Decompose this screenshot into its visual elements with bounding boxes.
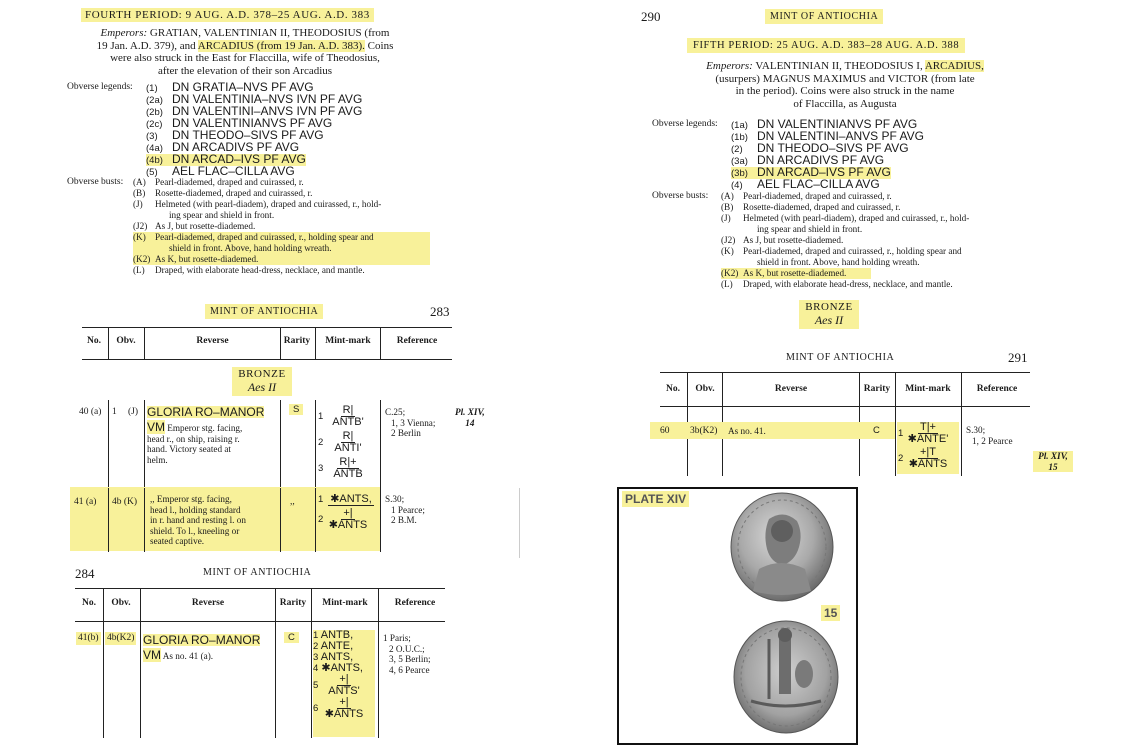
plate-ref-14: Pl. XIV, 14 <box>455 407 485 428</box>
legend-row: (4a) DN ARCADIVS PF AVG <box>146 140 300 154</box>
legend-row: (5) AEL FLAC–CILLA AVG <box>146 164 295 178</box>
left-obverse-legends <box>146 82 362 178</box>
col-header-reference: Reference <box>976 384 1018 394</box>
col-rule <box>280 400 281 490</box>
legend-row-highlighted: (4b) DN ARCAD–IVS PF AVG <box>146 152 306 166</box>
gloria-legend: GLORIA RO–MANOR <box>143 633 261 647</box>
table-rule <box>660 372 1030 373</box>
col-header-obv: Obv. <box>695 384 715 394</box>
bust-row-cont: shield in front. Above, hand holding wreath. <box>757 257 920 267</box>
col-header-reference: Reference <box>394 598 436 608</box>
col-header-mintmark: Mint-mark <box>322 598 368 608</box>
bust-row: (K2) As K, but rosette-diademed. <box>133 254 259 264</box>
col-rule <box>144 327 145 359</box>
row40-reverse: GLORIA RO–MANOR VM Emperor stg. facing, head r., on ship, raising r. hand. Victory seated at helm. <box>147 405 265 465</box>
row41b-no: 41(b) <box>78 633 99 643</box>
mintmark: 1 ✱ANTS, <box>318 493 372 505</box>
row40-no: 40 (a) <box>79 407 102 417</box>
col-header-obv: Obv. <box>111 598 131 608</box>
row60-reverse: As no. 41. <box>728 426 766 436</box>
col-rule <box>140 588 141 738</box>
col-rule <box>103 588 104 738</box>
right-running-head: MINT OF ANTIOCHIA <box>765 9 883 24</box>
row41a-rarity: ,, <box>290 497 295 507</box>
left-obverse-busts <box>133 177 433 276</box>
legend-row: (2c) DN VALENTINIANVS PF AVG <box>146 116 333 130</box>
bust-row: (A) Pearl-diademed, draped and cuirassed, r. <box>721 191 892 201</box>
row41b-rarity: C <box>284 632 299 643</box>
left-period-heading: FOURTH PERIOD: 9 AUG. A.D. 378–25 AUG. A.D. 383 <box>75 8 380 22</box>
col-header-reverse: Reverse <box>196 336 229 346</box>
row40-mintmarks <box>318 405 378 480</box>
legend-row: (2b) DN VALENTINI–ANVS IVN PF AVG <box>146 104 363 118</box>
row60-references: S.30; 1, 2 Pearce <box>966 425 1013 446</box>
bust-row-cont: ing spear and shield in front. <box>169 210 275 220</box>
bust-highlight-block <box>133 232 430 265</box>
mintmark: 3 ANTS, <box>313 651 354 663</box>
row41a-reverse: ,, Emperor stg. facing, head l., holding standard in r. hand and resting l. on shield. To l., kneeling or seated captive. <box>150 494 246 546</box>
mintmark: 1 T|+ ✱ANTE' <box>898 421 949 445</box>
bust-row: (J) Helmeted (with pearl-diadem), draped and cuirassed, r., hold- <box>133 199 382 209</box>
row60-highlight <box>650 422 895 439</box>
row41a-obv: 4b (K) <box>112 497 138 507</box>
col-header-reverse: Reverse <box>774 384 808 394</box>
col-header-rarity: Rarity <box>863 384 891 394</box>
plate-coin-number: 15 <box>821 605 840 621</box>
right-obverse-legends <box>731 119 924 191</box>
right-period-heading: FIFTH PERIOD: 25 AUG. A.D. 383–28 AUG. A.D. 388 <box>687 38 965 53</box>
left-obverse-busts-label: Obverse busts: <box>67 177 124 187</box>
row40-obv-legend: 1 <box>112 407 117 417</box>
row41b-obv: 4b(K2) <box>107 633 135 643</box>
right-obverse-legends-label: Obverse legends: <box>652 119 718 129</box>
right-emperors-block: Emperors: VALENTINIAN II, THEODOSIUS I, ARCADIUS, (usurpers) MAGNUS MAXIMUS and VICTOR (from late in the period). Coins were also struck in the name of Flaccilla, as Augusta <box>706 60 984 110</box>
row40-references: C.25; 1, 3 Vienna; 2 Berlin <box>385 407 436 438</box>
right-obverse-busts-label: Obverse busts: <box>652 191 709 201</box>
col-header-mintmark: Mint-mark <box>905 384 951 394</box>
row41a-no: 41 (a) <box>74 497 97 507</box>
col-rule <box>380 488 381 552</box>
col-header-no: No. <box>82 598 96 608</box>
mintmark: 3 R|+ ANTB <box>318 456 363 480</box>
row40-obv-bust: (J) <box>128 407 139 417</box>
col-rule <box>380 400 381 490</box>
plate-photo-frame <box>617 487 858 745</box>
page-number-290: 290 <box>641 9 661 24</box>
coin-images <box>619 489 856 743</box>
col-rule <box>280 488 281 552</box>
row41a-mintmarks <box>318 494 378 531</box>
col-rule <box>108 327 109 359</box>
bust-row-highlighted: (K2) As K, but rosette-diademed. <box>721 268 871 279</box>
col-header-no: No. <box>87 336 101 346</box>
bust-row: (K) Pearl-diademed, draped and cuirassed, r., holding spear and <box>721 246 962 256</box>
left-bottom-running-head: MINT OF ANTIOCHIA <box>203 567 312 578</box>
col-rule <box>108 400 109 490</box>
row60-mintmarks <box>897 422 959 474</box>
legend-row: (2a) DN VALENTINIA–NVS IVN PF AVG <box>146 92 363 106</box>
col-rule <box>895 372 896 476</box>
row41a-references: S.30; 1 Pearce; 2 B.M. <box>385 494 425 525</box>
mintmark: 1 R| ANTB' <box>318 404 364 428</box>
bust-row: (L) Draped, with elaborate head-dress, necklace, and mantle. <box>721 279 953 289</box>
bust-row-cont: shield in front. Above, hand holding wreath. <box>169 243 332 253</box>
legend-row: (4) AEL FLAC–CILLA AVG <box>731 177 880 191</box>
legend-row: (1b) DN VALENTINI–ANVS PF AVG <box>731 129 924 143</box>
bust-row: (B) Rosette-diademed, draped and cuirassed, r. <box>721 202 901 212</box>
table-rule <box>660 406 1030 407</box>
table-rule <box>82 359 452 360</box>
col-rule <box>315 400 316 490</box>
col-rule <box>144 488 145 552</box>
table-rule <box>75 588 445 589</box>
col-header-rarity: Rarity <box>283 336 311 346</box>
bronze-section-right: BRONZE Aes II <box>799 300 859 329</box>
row60-rarity: C <box>873 425 880 436</box>
bust-row: (J2) As J, but rosette-diademed. <box>133 221 256 231</box>
row60-no: 60 <box>660 426 670 436</box>
row41b-references: 1 Paris; 2 O.U.C.; 3, 5 Berlin; 4, 6 Pearce <box>383 633 431 675</box>
legend-row: (2) DN THEODO–SIVS PF AVG <box>731 141 909 155</box>
col-header-reverse: Reverse <box>191 598 225 608</box>
col-rule <box>144 400 145 490</box>
bronze-section-left: BRONZE Aes II <box>232 367 292 396</box>
col-header-reference: Reference <box>396 336 438 346</box>
gloria-legend: GLORIA RO–MANOR <box>147 405 265 419</box>
col-rule <box>378 588 379 738</box>
col-rule <box>380 327 381 359</box>
emperors-label: Emperors: <box>100 27 148 39</box>
row60-obv: 3b(K2) <box>690 426 718 436</box>
bust-row-cont: ing spear and shield in front. <box>757 224 863 234</box>
coin-reverse <box>734 621 838 733</box>
page-number-284: 284 <box>75 566 95 581</box>
legend-row: (3a) DN ARCADIVS PF AVG <box>731 153 885 167</box>
coin-obverse <box>731 493 833 601</box>
vm-legend: VM <box>143 648 161 662</box>
page-number-291: 291 <box>1008 350 1028 365</box>
legend-row: (1) DN GRATIA–NVS PF AVG <box>146 80 314 94</box>
legend-row-highlighted: (3b) DN ARCAD–IVS PF AVG <box>731 165 891 179</box>
bust-row: (K) Pearl-diademed, draped and cuirassed, r., holding spear and <box>133 232 374 242</box>
legend-row: (3) DN THEODO–SIVS PF AVG <box>146 128 324 142</box>
col-rule <box>315 488 316 552</box>
left-obverse-legends-label: Obverse legends: <box>67 82 133 92</box>
mintmark: 4 ✱ANTS, <box>313 662 363 674</box>
col-rule <box>311 588 312 738</box>
left-emperors-block: Emperors: GRATIAN, VALENTINIAN II, THEODOSIUS (from 19 Jan. A.D. 379), and ARCADIUS (from 19 Jan. A.D. 383). Coins were also struck in the East for Flaccilla, wife of Theodosius, after the elevation of their son Arcadius <box>96 27 394 77</box>
bust-row: (B) Rosette-diademed, draped and cuirassed, r. <box>133 188 313 198</box>
right-obverse-busts <box>721 191 1021 290</box>
col-header-no: No. <box>666 384 680 394</box>
col-rule <box>280 327 281 359</box>
legend-row: (1a) DN VALENTINIANVS PF AVG <box>731 117 918 131</box>
mintmark: 2 +|T ✱ANTS <box>898 446 948 470</box>
col-rule <box>275 588 276 738</box>
mintmark: 2 +| ✱ANTS <box>318 507 368 531</box>
row41b-mintmarks <box>313 630 375 737</box>
left-mid-running-head: MINT OF ANTIOCHIA <box>205 304 323 319</box>
bust-row: (J2) As J, but rosette-diademed. <box>721 235 844 245</box>
page-number-283: 283 <box>430 304 450 319</box>
col-rule <box>519 488 520 558</box>
arcadius-highlight: ARCADIUS, <box>924 60 984 72</box>
col-header-rarity: Rarity <box>279 598 307 608</box>
right-table-running-head: MINT OF ANTIOCHIA <box>786 352 895 363</box>
vm-legend: VM <box>147 420 165 434</box>
table-rule <box>82 327 452 328</box>
arcadius-highlight: ARCADIUS (from 19 Jan. A.D. 383). <box>197 39 365 52</box>
mintmark: 2 R| ANTI' <box>318 430 362 454</box>
plate-ref-15: Pl. XIV, 15 <box>1033 451 1073 472</box>
mintmark: 2 ANTE, <box>313 640 354 652</box>
bust-row: (J) Helmeted (with pearl-diadem), draped and cuirassed, r., hold- <box>721 213 970 223</box>
row40-rarity: S <box>289 404 303 415</box>
col-rule <box>108 488 109 552</box>
mintmark: 5 +| ANTS' <box>313 673 360 697</box>
mintmark: 6 +| ✱ANTS <box>313 696 364 720</box>
col-header-mintmark: Mint-mark <box>325 336 371 346</box>
table-rule <box>75 621 445 622</box>
row41b-reverse: GLORIA RO–MANOR VM As no. 41 (a). <box>143 633 261 662</box>
col-rule <box>315 327 316 359</box>
col-header-obv: Obv. <box>116 336 136 346</box>
bust-row: (A) Pearl-diademed, draped and cuirassed, r. <box>133 177 304 187</box>
mintmark: 1 ANTB, <box>313 629 354 641</box>
bust-row: (L) Draped, with elaborate head-dress, necklace, and mantle. <box>133 265 365 275</box>
plate-title: PLATE XIV <box>622 491 689 507</box>
col-rule <box>961 372 962 476</box>
